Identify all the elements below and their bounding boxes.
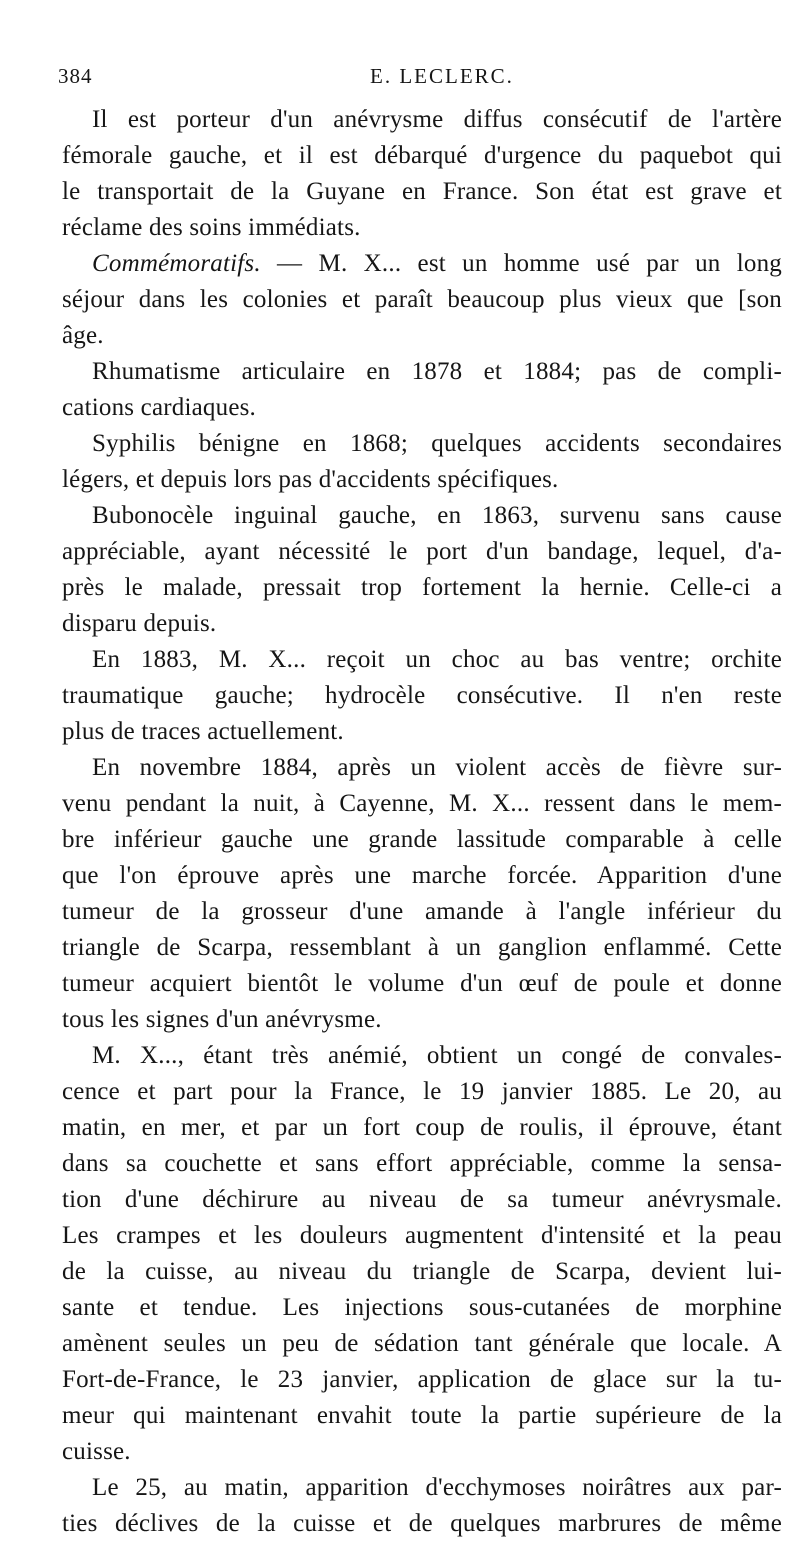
text-line: Bubonocèle inguinal gauche, en 1863, survenu sans cause <box>92 502 782 529</box>
text-line: En 1883, M. X... reçoit un choc au bas ventre; orchite <box>92 646 782 673</box>
text-line: cations cardiaques. <box>62 394 256 421</box>
text-line: que l'on éprouve après une marche forcée. Apparition d'une <box>62 862 782 889</box>
text-line: près le malade, pressait trop fortement la hernie. Celle-ci a <box>62 574 782 601</box>
text-line: légers, et depuis lors pas d'accidents spécifiques. <box>62 466 559 493</box>
text-line: tion d'une déchirure au niveau de sa tumeur anévrysmale. <box>62 1186 782 1213</box>
text-line: tumeur de la grosseur d'une amande à l'angle inférieur du <box>62 898 782 925</box>
text-line: dans sa couchette et sans effort appréciable, comme la sensa- <box>62 1150 782 1177</box>
running-head <box>58 60 782 94</box>
text-line: fémorale gauche, et il est débarqué d'urgence du paquebot qui <box>62 142 782 169</box>
text-line: de la cuisse, au niveau du triangle de Scarpa, devient lui- <box>62 1258 782 1285</box>
text-line: tous les signes d'un anévrysme. <box>62 1006 382 1033</box>
text-line: ties déclives de la cuisse et de quelques marbrures de même <box>62 1510 782 1537</box>
text-line: cuisse. <box>62 1438 131 1465</box>
text-line: tumeur acquiert bientôt le volume d'un œuf de poule et donne <box>62 970 782 997</box>
text-line: Le 25, au matin, apparition d'ecchymoses noirâtres aux par- <box>92 1474 782 1501</box>
text-line: réclame des soins immédiats. <box>62 214 361 241</box>
text-line: sante et tendue. Les injections sous-cutanées de morphine <box>62 1294 782 1321</box>
text-line: venu pendant la nuit, à Cayenne, M. X... ressent dans le mem- <box>62 790 782 817</box>
text-line: meur qui maintenant envahit toute la partie supérieure de la <box>62 1402 782 1429</box>
text-line: âge. <box>62 322 104 349</box>
text-line: En novembre 1884, après un violent accès de fièvre sur- <box>92 754 782 781</box>
body-text <box>62 102 782 1542</box>
text-line: triangle de Scarpa, ressemblant à un ganglion enflammé. Cette <box>62 934 782 961</box>
text-line: M. X..., étant très anémié, obtient un congé de convales- <box>92 1042 782 1069</box>
text-line: bre inférieur gauche une grande lassitude comparable à celle <box>62 826 782 853</box>
text-line: traumatique gauche; hydrocèle consécutive. Il n'en reste <box>62 682 782 709</box>
italic-heading: Commémoratifs. <box>92 250 261 277</box>
text-line: cence et part pour la France, le 19 janvier 1885. Le 20, au <box>62 1078 782 1105</box>
text-line: appréciable, ayant nécessité le port d'un bandage, lequel, d'a- <box>62 538 782 565</box>
text-line: Fort-de-France, le 23 janvier, application de glace sur la tu- <box>62 1366 782 1393</box>
text-line: le transportait de la Guyane en France. Son état est grave et <box>62 178 782 205</box>
text-line: Il est porteur d'un anévrysme diffus consécutif de l'artère <box>92 106 782 133</box>
text-line: matin, en mer, et par un fort coup de roulis, il éprouve, étant <box>62 1114 782 1141</box>
text-line: Syphilis bénigne en 1868; quelques accidents secondaires <box>92 430 782 457</box>
text-line: Commémoratifs. — M. X... est un homme usé par un long <box>92 250 782 277</box>
page-number: 384 <box>58 64 93 88</box>
text-line: Rhumatisme articulaire en 1878 et 1884; pas de compli- <box>92 358 782 385</box>
text-line: amènent seules un peu de sédation tant générale que locale. A <box>62 1330 782 1357</box>
text-line: Les crampes et les douleurs augmentent d'intensité et la peau <box>62 1222 782 1249</box>
running-head-author: E. LECLERC. <box>370 64 514 88</box>
text-line: disparu depuis. <box>62 610 217 637</box>
text-line: séjour dans les colonies et paraît beaucoup plus vieux que [son <box>62 286 782 313</box>
text-line: plus de traces actuellement. <box>62 718 344 745</box>
